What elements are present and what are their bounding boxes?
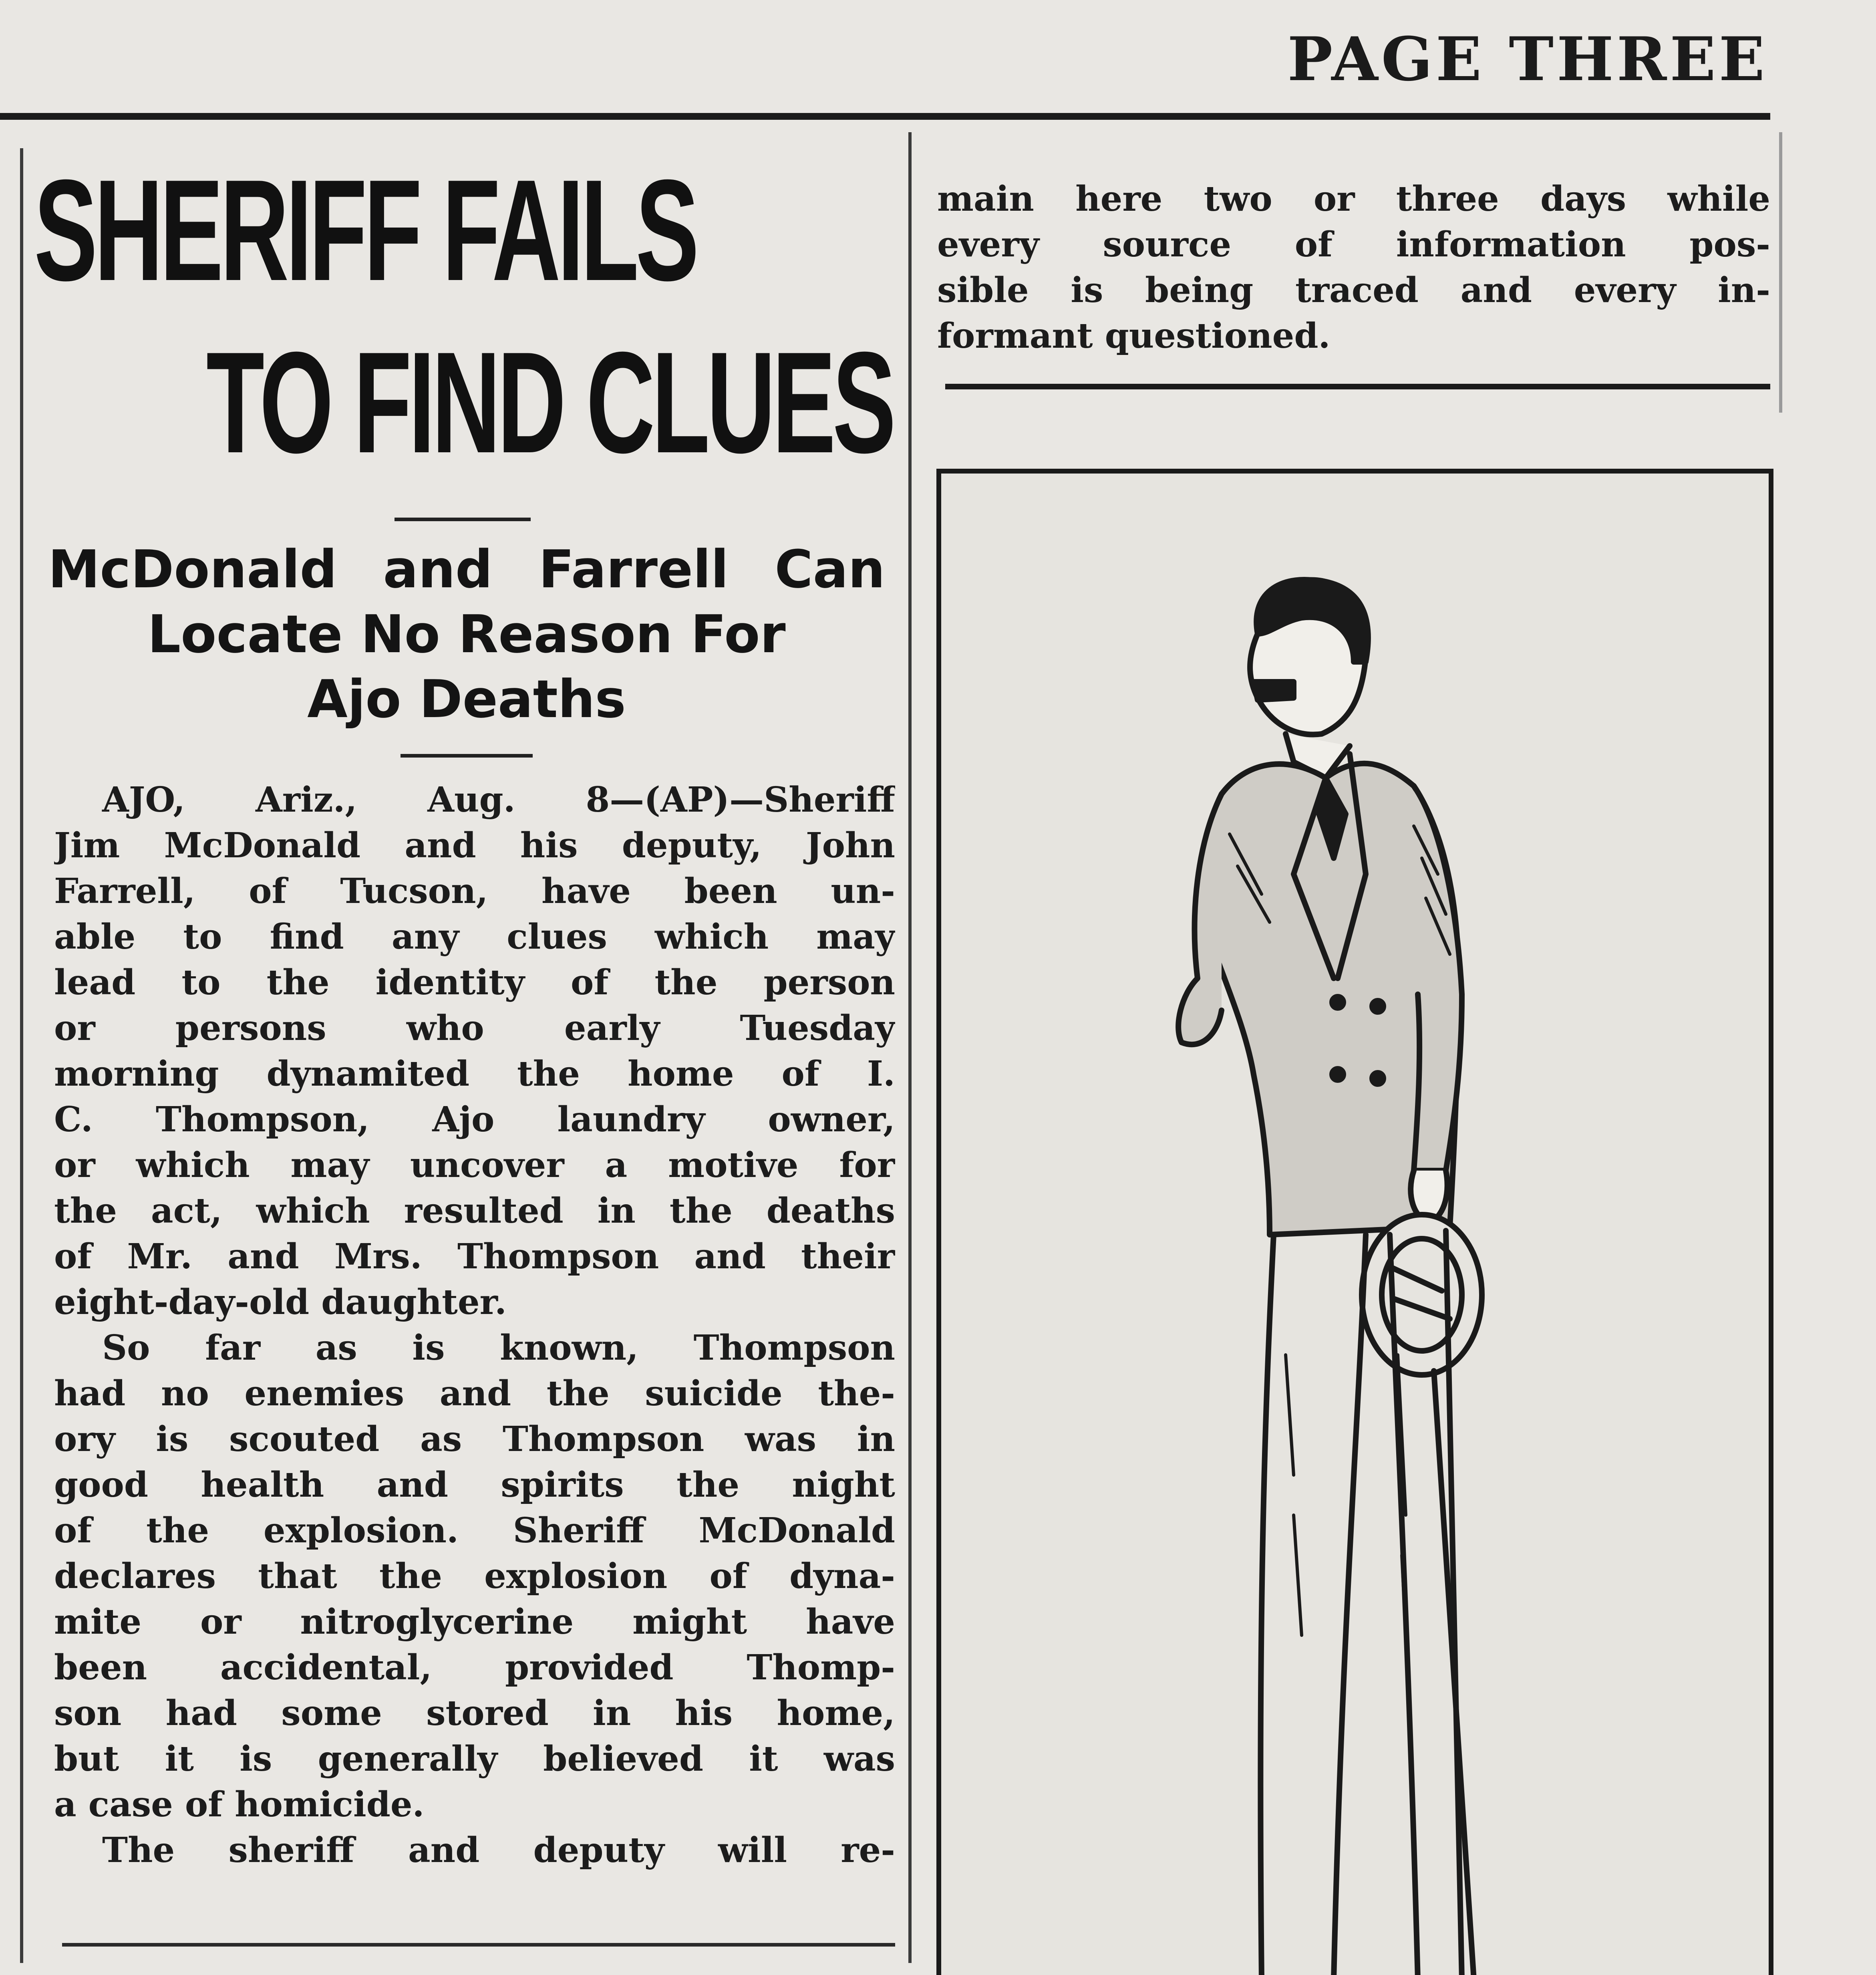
subheadline-line-2: Locate No Reason For [147, 604, 786, 665]
article-end-rule [945, 384, 1770, 389]
bottom-rule-left [62, 1943, 895, 1947]
subheadline-word: and [383, 539, 493, 600]
article-line: eight-day-old daughter. [54, 1282, 507, 1322]
article-line: of Mr. and Mrs. Thompson and their [54, 1236, 895, 1277]
article-line: able to find any clues which may [54, 917, 895, 957]
headline-line-2: TO FIND CLUES [206, 322, 893, 483]
subheadline-line-1 [48, 537, 885, 602]
article-line: had no enemies and the suicide the- [54, 1373, 895, 1414]
article-line: lead to the identity of the person [54, 962, 895, 1003]
article-line: a case of homicide. [54, 1784, 425, 1825]
column-rule-right [1779, 132, 1782, 413]
article-line: but it is generally believed it was [54, 1739, 895, 1779]
article-line: The sheriff and deputy will re- [102, 1830, 895, 1870]
article-line: of the explosion. Sheriff McDonald [54, 1510, 895, 1551]
article-body-right [937, 176, 1770, 359]
article-line: every source of information pos- [937, 224, 1770, 265]
subheadline [48, 537, 885, 732]
article-line: morning dynamited the home of I. [54, 1054, 895, 1094]
subheadline-word: Can [775, 539, 885, 600]
article-line: declares that the explosion of dyna- [54, 1556, 895, 1596]
man-in-suit-holding-hat-illustration [941, 474, 1773, 1975]
article-line: good health and spirits the night [54, 1465, 895, 1505]
article-line: Farrell, of Tucson, have been un- [54, 871, 895, 911]
article-line: been accidental, provided Thomp- [54, 1647, 895, 1688]
article-line: main here two or three days while [937, 179, 1770, 219]
column-rule-middle [908, 132, 912, 1963]
article-line: formant questioned. [937, 316, 1331, 356]
article-line: the act, which resulted in the deaths [54, 1191, 895, 1231]
headline-line-1: SHERIFF FAILS [34, 150, 696, 311]
illustration-box [936, 469, 1773, 1975]
article-line: AJO, Ariz., Aug. 8—(AP)—Sheriff [102, 780, 895, 820]
article-line: or which may uncover a motive for [54, 1145, 895, 1185]
article-line: mite or nitroglycerine might have [54, 1602, 895, 1642]
subheadline-word: Farrell [538, 539, 729, 600]
article-body-left [54, 777, 895, 1873]
article-line: ory is scouted as Thompson was in [54, 1419, 895, 1459]
article-line: Jim McDonald and his deputy, John [54, 825, 895, 866]
column-rule-left [20, 148, 23, 1963]
top-rule [0, 113, 1770, 120]
subheadline-line-3: Ajo Deaths [307, 669, 626, 730]
subheadline-divider [401, 754, 533, 758]
headline-divider [395, 518, 531, 521]
page-label: PAGE THREE [1287, 24, 1768, 95]
article-line: sible is being traced and every in- [937, 270, 1770, 310]
article-line: C. Thompson, Ajo laundry owner, [54, 1099, 895, 1140]
article-line: or persons who early Tuesday [54, 1008, 895, 1048]
subheadline-word: McDonald [48, 539, 337, 600]
article-line: son had some stored in his home, [54, 1693, 895, 1733]
article-line: So far as is known, Thompson [102, 1328, 895, 1368]
